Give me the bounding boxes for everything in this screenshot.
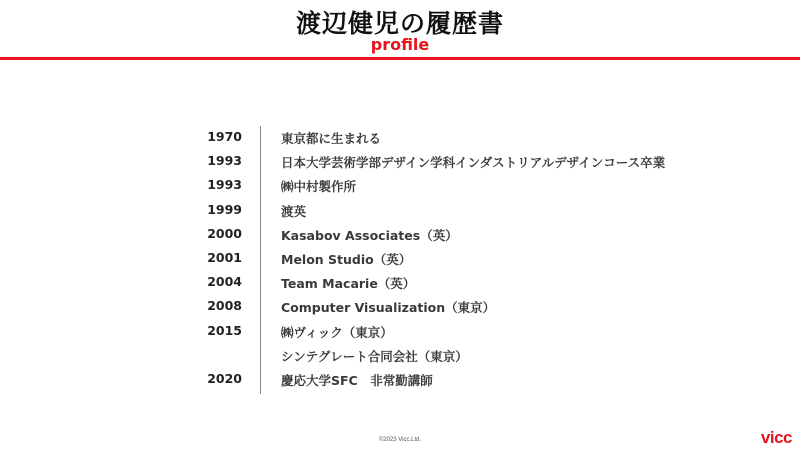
timeline-row	[200, 295, 720, 319]
timeline-year: 2015	[207, 322, 242, 338]
vicc-logo: vicc	[760, 428, 792, 447]
timeline-event: 慶応大学SFC 非常勤講師	[281, 372, 433, 388]
page-title: 渡辺健児の履歴書	[295, 9, 504, 38]
timeline-event: 渡英	[281, 203, 307, 219]
timeline-year: 2001	[207, 249, 242, 265]
page-subtitle: profile	[370, 35, 430, 54]
timeline-row	[200, 126, 720, 150]
timeline-event: Team Macarie（英）	[281, 276, 416, 292]
timeline-event: 東京都に生まれる	[281, 131, 382, 146]
timeline	[200, 126, 720, 392]
timeline-row	[200, 247, 720, 271]
timeline-event: ㈱中村製作所	[281, 179, 357, 195]
timeline-row	[200, 271, 720, 295]
timeline-row	[200, 150, 720, 174]
timeline-event: 日本大学芸術学部デザイン学科インダストリアルデザインコース卒業	[281, 155, 666, 171]
timeline-row	[200, 199, 720, 223]
timeline-row	[200, 174, 720, 198]
timeline-year: 2004	[207, 274, 242, 290]
timeline-event: Computer Visualization（東京）	[281, 300, 496, 316]
timeline-year: 1970	[207, 129, 242, 144]
copyright-footer: ©2023 Vicc.Ltd.	[378, 437, 422, 443]
timeline-row	[200, 223, 720, 247]
timeline-event: シンテグレート合同会社（東京）	[281, 348, 468, 364]
timeline-year: 1999	[207, 201, 242, 217]
timeline-year: 2008	[207, 298, 242, 314]
timeline-event: ㈱ヴィック（東京）	[281, 324, 393, 340]
timeline-row	[200, 320, 720, 344]
timeline-year: 2020	[207, 370, 242, 386]
timeline-row	[200, 344, 720, 368]
timeline-year: 1993	[207, 177, 242, 193]
timeline-row	[200, 368, 720, 392]
timeline-event: Melon Studio（英）	[281, 251, 412, 267]
timeline-year: 2000	[207, 225, 242, 241]
timeline-event: Kasabov Associates（英）	[281, 227, 458, 243]
header-divider	[0, 57, 800, 60]
timeline-year: 1993	[207, 153, 242, 169]
